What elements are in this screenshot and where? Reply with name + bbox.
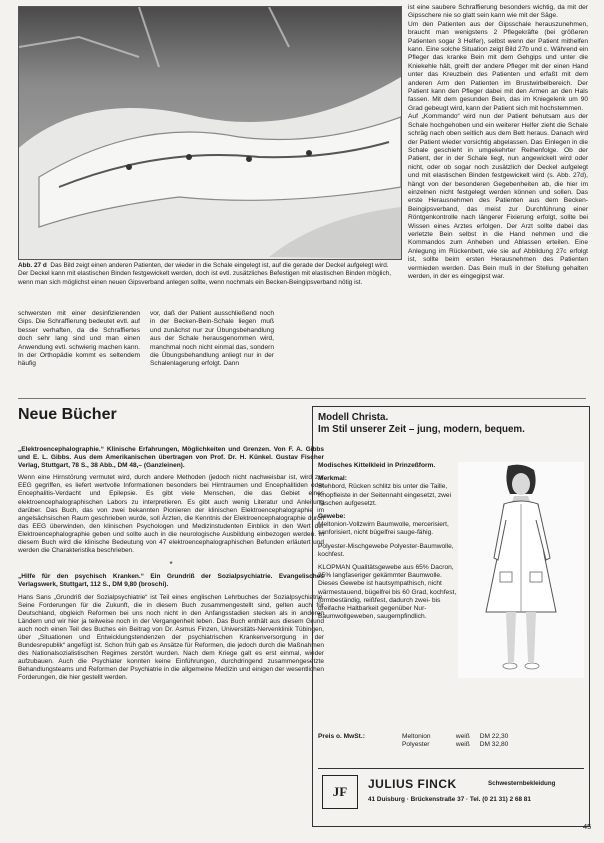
section-divider — [18, 398, 586, 399]
right-paragraph: Auf „Kommando“ wird nun der Patient behutsam aus der Schale hochgehoben und ein weiterer Helfer zieht die Schale schräg nach oben seitlich aus dem Bett heraus. Danach wird der Patient wieder vorsichtig abgelassen. Das Einlegen in die Schale geschieht in umgekehrter Reihenfolge. Ob der Patient, der in der Schale liegt, nun angewickelt wird oder nicht, oder ob sogar noch zusätzlich der Deckel aufgelegt und mit elastischen Binden festgewickelt wird (s. Abb. 27d), hängt von der besonderen Gegebenheiten ab, die hier im einzelnen nicht festgelegt werden können und sollen. Das erste Herausnehmen des Patienten aus dem Becken-Beingipsverband, das meist zur Durchführung einer Röntgenkontrolle nach längerer Fixierung erfolgt, sollte bei Wissen eines Arztes erfolgen. Der Arzt sollte dabei das verletzte Bein selbst in die Hand nehmen und die Kommandos zum Anheben und Ablassen erteilen. Eine Anlegung im Rückenbett, wie sie auf Abbildung 27c erfolgt ist, sollte beim ersten Herausnehmen des Patienten vermieden werden. Das Bein muß in der Stellung gehalten werden, in der es eingegipst war. — [408, 113, 588, 280]
price-row — [402, 741, 508, 749]
column-left-text: schwersten mit einer desinfizierenden Gips. Die Schraffierung bedeutet evtl. auf besser verhaften, da die Schraffiertes doch sehr lang sind und man einen Anwendung evtl. schwierig machen kann. In der Orthopädie kommt es seltendem häufig — [18, 310, 140, 368]
model-illustration — [458, 462, 584, 678]
right-paragraph: Um den Patienten aus der Gipsschale herauszunehmen, braucht man wenigstens 2 Pflegekräfte (bei größeren Patienten sogar 3 Helfer), selbst wenn der Patient mithelfen kann. Eine solche Situation zeigt Bild 27b und c. Während ein Pfleger das kranke Bein mit dem Gehgips und unter die Kniekehle hält, greift der andere Pfleger mit der einen Hand unter das Kreuzbein des Patienten und erfaßt mit dem anderen Arm den Patienten im Brustwirbelbereich. Der Patient kann den Pfleger dabei mit den Armen an den Hals fassen. Mit dem gesunden Bein, das im Kniegelenk um 90 Grad gebeugt wird, kann der Patient sich mit hochstemmen. — [408, 20, 588, 112]
company-logo-text: JF — [332, 784, 348, 799]
price-row — [402, 733, 508, 741]
ad-headline — [318, 412, 586, 436]
figure-caption — [18, 262, 400, 287]
book1-citation: „Elektroencephalographie.“ Klinische Erfahrungen, Möglichkeiten und Grenzen. Von F. A. Gibbs und E. L. Gibbs. Aus dem Amerikanischen übertragen von Prof. Dr. H. Künkel. Gustav Fischer Verlag, Stuttgart, 78 S., 38 Abb., DM 48,– (Ganzleinen). — [18, 446, 324, 470]
photo-illustration — [19, 7, 401, 259]
company-footer — [318, 768, 584, 813]
patient-photo — [18, 6, 402, 260]
book2-body: Hans Sans „Grundriß der Sozialpsychiatrie“ ist Teil eines englischen Lehrbuches der Sozialpsychiatrie. Seine Forderungen für die Zukunft, die in diesem Buch zusammengestellt sind, gelten auch für Deutschland, obgleich Reformen bei uns noch nicht in den Anfangsstadien stecken als in anderen Ländern und wir hier ja teilweise noch in der Vergangenheit leben. Das Buch enthält aus diesem Grund auch noch einen Teil des Buches ein Beitrag von Dr. Asmus Finzen, Universitäts-Nervenklinik Tübingen, über „Situationen und Entwicklungstendenzen der psychiatrischen Krankenversorgung in der Bundesrepublik“ angefügt ist. Schon früh gab es Ansätze für Reformen, die jedoch durch die Maßnahmen des Nationalsozialistischen Regimes zerstört wurden. Nach dem Kriege galt es erst einmal, wieder aufzubauen. Auch die Psychiater konnten keine Einführungen, durchdringend zusammengesetzte Behandlungsteams und Reformen der Psychiatrie in die allgemeine Medizin und einigen der wesentlichen Forderungen, die hier gestellt werden. — [18, 593, 324, 682]
section-title: Neue Bücher — [18, 406, 117, 423]
price-name: Polyester — [402, 741, 430, 749]
ad-section-text: Meltonion-Vollzwirn Baumwolle, mercerisiert, sanforisiert, nicht bügelfrei sauge-fähig. — [318, 521, 449, 537]
price-value: DM 22,30 — [479, 733, 509, 740]
ad-intro: Modisches Kittelkleid in Prinzeßform. — [318, 462, 436, 469]
price-color: weiß — [455, 733, 470, 740]
caption-text: Das Bild zeigt einen anderen Patienten, der wieder in die Schale eingelegt ist, auf die gerade der Deckel aufgelegt wird. Der Deckel kann mit elastischen Binden festgewickelt werden, doch ist evtl. zusätzliches Befestigen mit elastischen Binden möglich, wenn man sich möglichst einen neuen Gipsverband anlegen sollte, wenn nochmals ein Becken-Beingipsverband nötig ist. — [18, 262, 391, 286]
company-logo — [322, 775, 358, 809]
company-name: JULIUS FINCK — [368, 777, 457, 791]
price-name: Meltonion — [402, 733, 431, 740]
ad-section-text: KLOPMAN Qualitätsgewebe aus 65% Dacron, 35% langfaseriger gekämmter Baumwolle. Dieses Gewebe ist hautsympathisch, nicht wärmestauend, bügelfrei bis 60 Grad, kochfest, formbeständig, reißfest, dadurch zwei- bis dreifache Haltbarkeit gegenüber Nur-Baumwollgeweben, saugempfindlich. — [318, 564, 457, 621]
ad-section-text: Stehbord, Rücken schlitz bis unter die Taille, Knopfleiste in der Seitennaht eingesetzt, zwei Taschen aufgesetzt. — [318, 483, 452, 507]
model-figure — [458, 462, 584, 678]
column-middle-text: vor, daß der Patient ausschließend noch in der Becken-Bein-Schale liegen muß und zunächst nur zur Übungsbehandlung aus der Schale herausgenommen wird, manchmal noch nicht einmal das, sondern die Übungsbehandlung anliegt nur in der Schalenlagerung erfolgt. Dann — [150, 310, 274, 368]
price-color: weiß — [455, 741, 470, 749]
ad-section-heading: Merkmal: — [318, 475, 347, 483]
company-address: 41 Duisburg · Brückenstraße 37 · Tel. (0 21 31) 2 68 81 — [368, 796, 531, 803]
review-separator: * — [169, 560, 173, 570]
company-tagline: Schwesternbekleidung — [488, 780, 556, 787]
column-right — [408, 4, 588, 281]
ad-description — [318, 462, 460, 626]
ad-headline-slogan: Im Stil unserer Zeit – jung, modern, bequem. — [318, 424, 525, 435]
ad-headline-model: Modell Christa. — [318, 412, 389, 423]
ad-section-text: Polyester-Mischgewebe Polyester-Baumwolle, kochfest. — [318, 542, 454, 558]
book-reviews — [18, 446, 324, 687]
right-paragraph: ist eine saubere Schraffierung besonders wichtig, da mit der Gipsschere nie so glatt sein kann wie mit der Säge. — [408, 4, 588, 20]
caption-label: Abb. 27 d — [18, 262, 47, 269]
price-value: DM 32,80 — [479, 741, 509, 749]
ad-section-heading: Gewebe: — [318, 513, 346, 521]
book2-citation: „Hilfe für den psychisch Kranken.“ Ein Grundriß der Sozialpsychiatrie. Evangelisches Verlagswerk, Stuttgart, 112 S., DM 9,80 (broschi). — [18, 573, 324, 589]
price-label: Preis o. MwSt.: — [318, 733, 365, 740]
page-number: 45 — [583, 822, 592, 831]
book1-body: Wenn eine Hirnstörung vermutet wird, durch andere Methoden (jedoch nicht nachweisbar ist, wird zur EEG gegriffen, es liefert wertvolle Informationen besonders bei Hirntraumen und Encephalitiden oder Encephalitis-Verdacht und Epilepsie. Es gibt viele Menschen, die das Gebiet eines elektroencephalographischen Labors zu interpretieren. Es gibt auch wenig Literatur und Anleitung darüber. Das Buch, das von zwei bekannten Pionieren der klinischen Elektroencephalographie im angelsächsischen Raum geschrieben wurde, soll Ärzten, die Kenntnis der Elektroencephalographie durch das EEG überwinden, den klinischen Psychologen und Medizinstudenten Einblick in den Wert der Elektroencephalographie geben und sollte auch in die neurologische Ausbildung einbezogen werden. In diesem Buch wird die klinische Bedeutung von 47 elektroencephalographischen Befunden erläutert und werden die Charakteristika beschrieben. — [18, 474, 324, 555]
price-table — [318, 733, 586, 750]
